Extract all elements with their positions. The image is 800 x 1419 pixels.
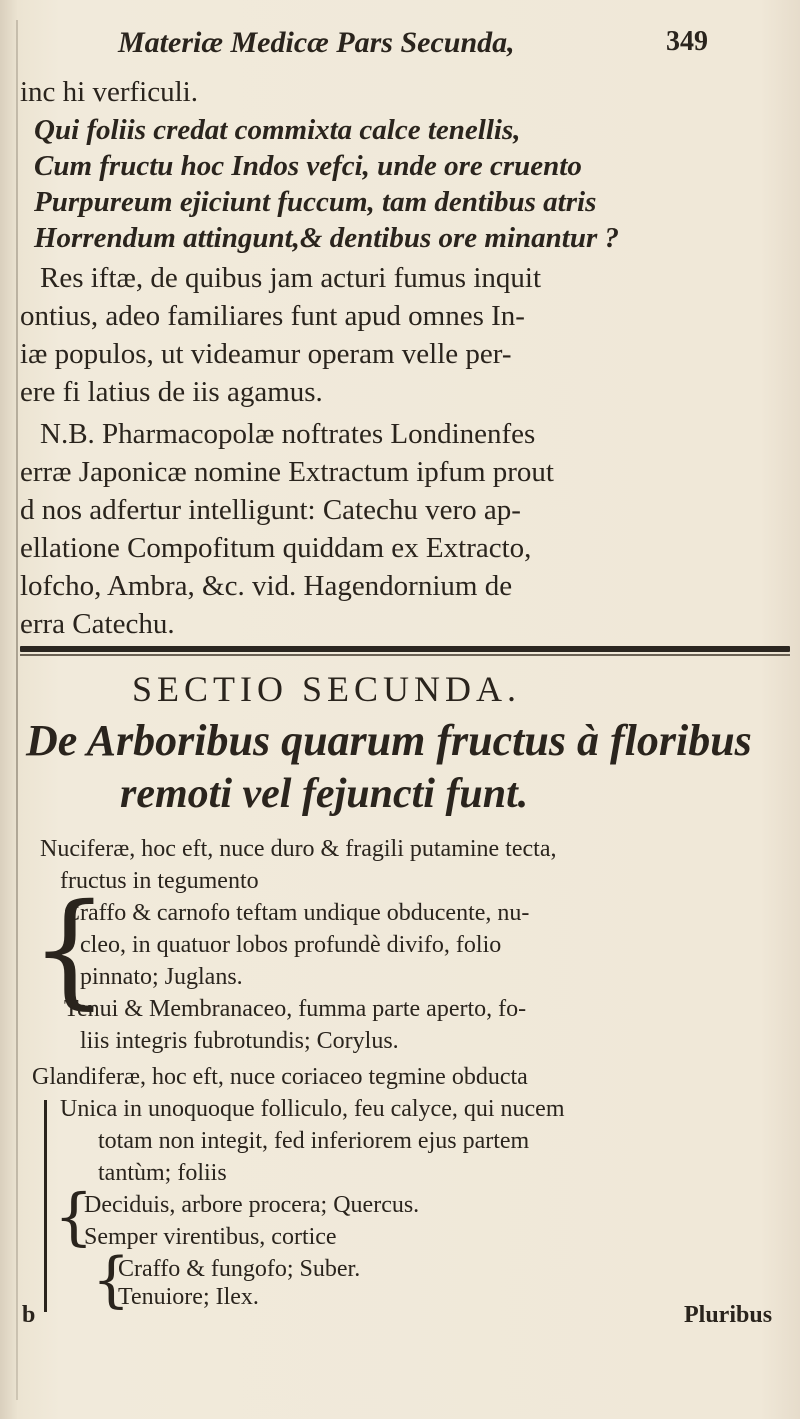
verse-line: Purpureum ejiciunt fuccum, tam dentibus atris [34, 186, 597, 218]
key-entry-nuciferae: Nuciferæ, hoc eft, nuce duro & fragili putamine tecta, [40, 836, 557, 862]
paragraph-line: Res iftæ, de quibus jam acturi fumus inquit [40, 262, 542, 294]
paragraph-line: d nos adfertur intelligunt: Catechu vero ap- [20, 494, 521, 526]
paragraph-line: N.B. Pharmacopolæ noftrates Londinenfes [40, 418, 536, 450]
key-entry-quercus: Deciduis, arbore procera; Quercus. [84, 1192, 420, 1218]
section-subheading: remoti vel fejuncti funt. [120, 771, 529, 817]
section-title: SECTIO SECUNDA. [132, 669, 522, 709]
verse-line: Qui foliis credat commixta calce tenellis, [34, 114, 521, 146]
key-entry: fructus in tegumento [60, 868, 259, 894]
paragraph-line: ere fi latius de iis agamus. [20, 376, 323, 408]
key-entry-suber: Craffo & fungofo; Suber. [118, 1256, 361, 1282]
page-number: 349 [666, 26, 708, 57]
gutter-shadow [16, 20, 18, 1400]
key-entry: Semper virentibus, cortice [84, 1224, 337, 1250]
running-title: Materiæ Medicæ Pars Secunda, [118, 26, 515, 59]
key-entry-glandiferae: Glandiferæ, hoc eft, nuce coriaceo tegmine obducta [32, 1064, 528, 1090]
bracket-line [44, 1100, 47, 1312]
key-entry: Tenui & Membranaceo, fumma parte aperto, fo- [64, 996, 527, 1022]
paragraph-line: erra Catechu. [20, 608, 175, 640]
paragraph-line: iæ populos, ut videamur operam velle per- [20, 338, 512, 370]
key-entry: Unica in unoquoque folliculo, feu calyce, qui nucem [60, 1096, 565, 1122]
section-rule-thin [20, 654, 790, 656]
section-heading: De Arboribus quarum fructus à floribus [26, 716, 752, 765]
key-entry-corylus: liis integris fubrotundis; Corylus. [80, 1028, 399, 1054]
section-rule [20, 646, 790, 652]
key-entry: Craffo & carnofo teftam undique obducente, nu- [64, 900, 530, 926]
brace-icon: { [30, 878, 109, 1022]
brace-icon: { [92, 1245, 131, 1315]
verse-line: Horrendum attingunt,& dentibus ore minantur ? [34, 222, 620, 254]
key-entry: totam non integit, fed inferiorem ejus partem [98, 1128, 530, 1154]
paragraph-line: ellatione Compofitum quiddam ex Extracto, [20, 532, 532, 564]
key-entry-juglans: pinnato; Juglans. [80, 964, 243, 990]
key-entry: cleo, in quatuor lobos profundè divifo, folio [80, 932, 502, 958]
catchword: Pluribus [684, 1302, 773, 1328]
intro-line: inc hi verficuli. [20, 76, 198, 108]
signature-mark: b [22, 1302, 36, 1328]
key-entry: tantùm; foliis [98, 1160, 227, 1186]
brace-icon: { [54, 1180, 94, 1253]
paragraph-line: erræ Japonicæ nomine Extractum ipfum prout [20, 456, 554, 488]
key-entry-ilex: Tenuiore; Ilex. [118, 1284, 259, 1310]
paragraph-line: ontius, adeo familiares funt apud omnes In- [20, 300, 525, 332]
running-header [118, 26, 708, 70]
paragraph-line: lofcho, Ambra, &c. vid. Hagendornium de [20, 570, 513, 602]
verse-line: Cum fructu hoc Indos vefci, unde ore cruento [34, 150, 582, 182]
